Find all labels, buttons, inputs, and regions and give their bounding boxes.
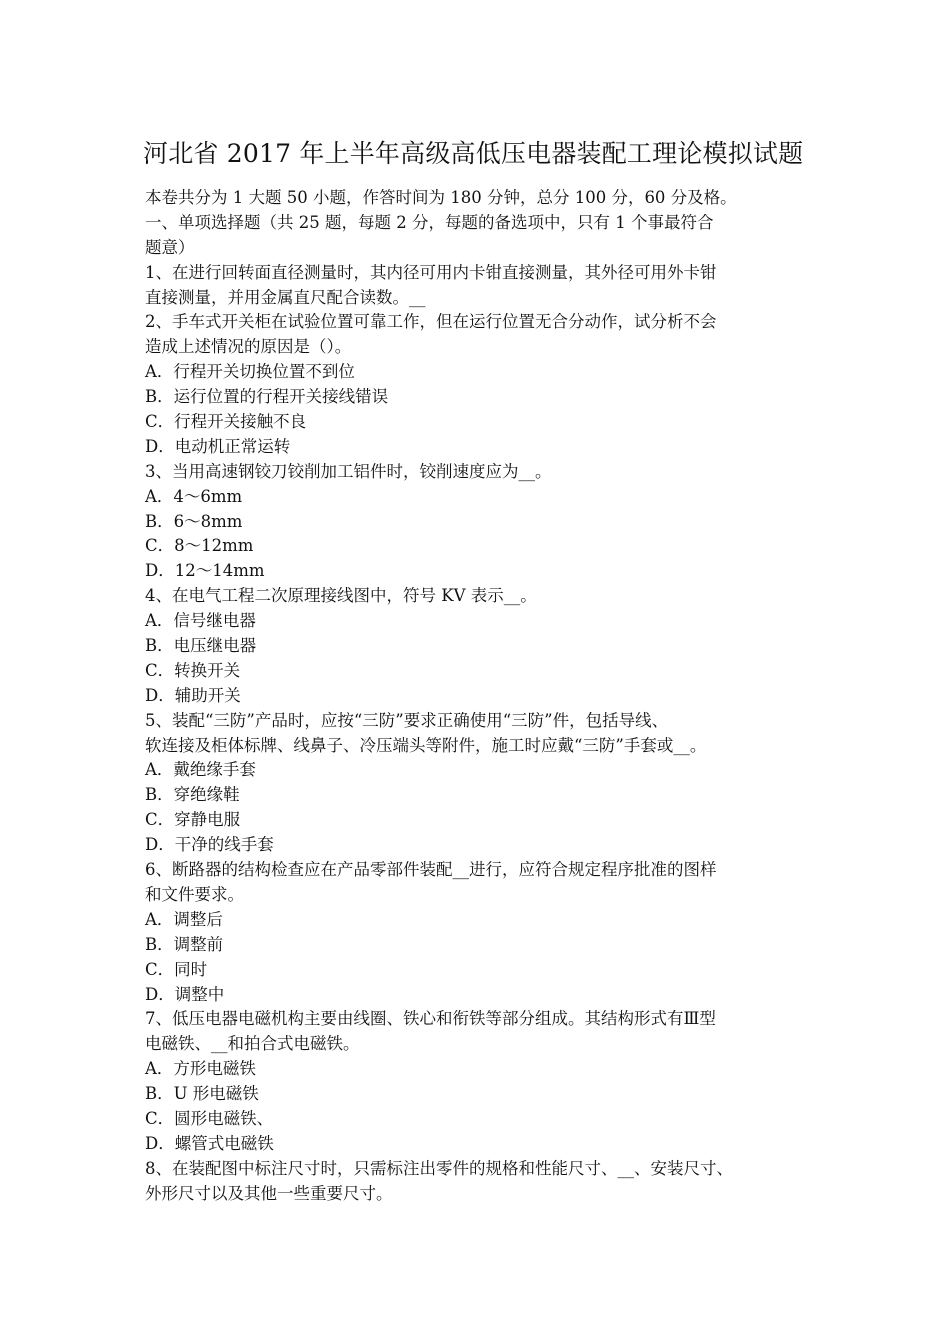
option-c: C．行程开关接触不良 xyxy=(145,412,307,432)
option-d: D．辅助开关 xyxy=(145,685,241,705)
question-4 xyxy=(145,584,809,708)
question-stem: 2、手车式开关柜在试验位置可靠工作，但在运行位置无合分动作，试分析不会 xyxy=(145,312,717,332)
question-stem: 4、在电气工程二次原理接线图中，符号 KV 表示__。 xyxy=(145,586,537,606)
question-6 xyxy=(145,858,809,1007)
option-b: B．U 形电磁铁 xyxy=(145,1084,259,1104)
option-b: B．调整前 xyxy=(145,934,224,954)
question-stem: 电磁铁、__和拍合式电磁铁。 xyxy=(145,1034,360,1054)
document-body xyxy=(145,186,809,1207)
question-stem: 6、断路器的结构检查应在产品零部件装配__进行，应符合规定程序批准的图样 xyxy=(145,860,717,880)
question-stem: 1、在进行回转面直径测量时，其内径可用内卡钳直接测量，其外径可用外卡钳 xyxy=(145,262,717,282)
option-a: A．方形电磁铁 xyxy=(145,1059,256,1079)
section-heading-line: 题意） xyxy=(145,237,195,257)
option-c: C．8～12mm xyxy=(145,536,254,556)
question-stem: 5、装配“三防”产品时，应按“三防”要求正确使用“三防”件，包括导线、 xyxy=(145,710,669,730)
option-b: B．电压继电器 xyxy=(145,636,257,656)
option-a: A．戴绝缘手套 xyxy=(145,760,256,780)
option-a: A．调整后 xyxy=(145,909,223,929)
option-d: D．电动机正常运转 xyxy=(145,436,291,456)
option-c: C．穿静电服 xyxy=(145,810,241,830)
option-a: A．行程开关切换位置不到位 xyxy=(145,362,355,382)
question-stem: 直接测量，并用金属直尺配合读数。__ xyxy=(145,287,426,307)
option-d: D．调整中 xyxy=(145,984,225,1004)
question-stem: 外形尺寸以及其他一些重要尺寸。 xyxy=(145,1183,393,1203)
option-c: C．同时 xyxy=(145,959,208,979)
option-b: B．6～8mm xyxy=(145,511,243,531)
option-d: D．12～14mm xyxy=(145,561,265,581)
question-stem: 和文件要求。 xyxy=(145,884,244,904)
page-title: 河北省 2017 年上半年高级高低压电器装配工理论模拟试题 xyxy=(143,139,804,168)
question-stem: 8、在装配图中标注尺寸时，只需标注出零件的规格和性能尺寸、__、安装尺寸、 xyxy=(145,1158,733,1178)
option-a: A．信号继电器 xyxy=(145,611,256,631)
option-a: A．4～6mm xyxy=(145,486,243,506)
option-d: D．螺管式电磁铁 xyxy=(145,1133,274,1153)
question-7 xyxy=(145,1007,809,1156)
option-c: C．转换开关 xyxy=(145,660,241,680)
section-heading-line: 一、单项选择题（共 25 题，每题 2 分，每题的备选项中，只有 1 个事最符合 xyxy=(145,212,714,232)
question-8 xyxy=(145,1157,809,1207)
question-stem: 7、低压电器电磁机构主要由线圈、铁心和衔铁等部分组成。其结构形式有Ⅲ型 xyxy=(145,1009,716,1029)
option-d: D．干净的线手套 xyxy=(145,835,274,855)
question-2 xyxy=(145,310,809,459)
question-5 xyxy=(145,709,809,858)
question-1 xyxy=(145,261,809,311)
question-stem: 软连接及柜体标牌、线鼻子、冷压端头等附件，施工时应戴“三防”手套或__。 xyxy=(145,735,707,755)
option-b: B．穿绝缘鞋 xyxy=(145,785,240,805)
question-3 xyxy=(145,460,809,584)
question-stem: 造成上述情况的原因是（）。 xyxy=(145,337,352,357)
question-stem: 3、当用高速钢铰刀铰削加工铝件时，铰削速度应为__。 xyxy=(145,461,552,481)
option-c: C．圆形电磁铁、 xyxy=(145,1108,274,1128)
intro-text: 本卷共分为 1 大题 50 小题，作答时间为 180 分钟，总分 100 分，60 分及格。 xyxy=(145,188,737,207)
option-b: B．运行位置的行程开关接线错误 xyxy=(145,387,389,407)
